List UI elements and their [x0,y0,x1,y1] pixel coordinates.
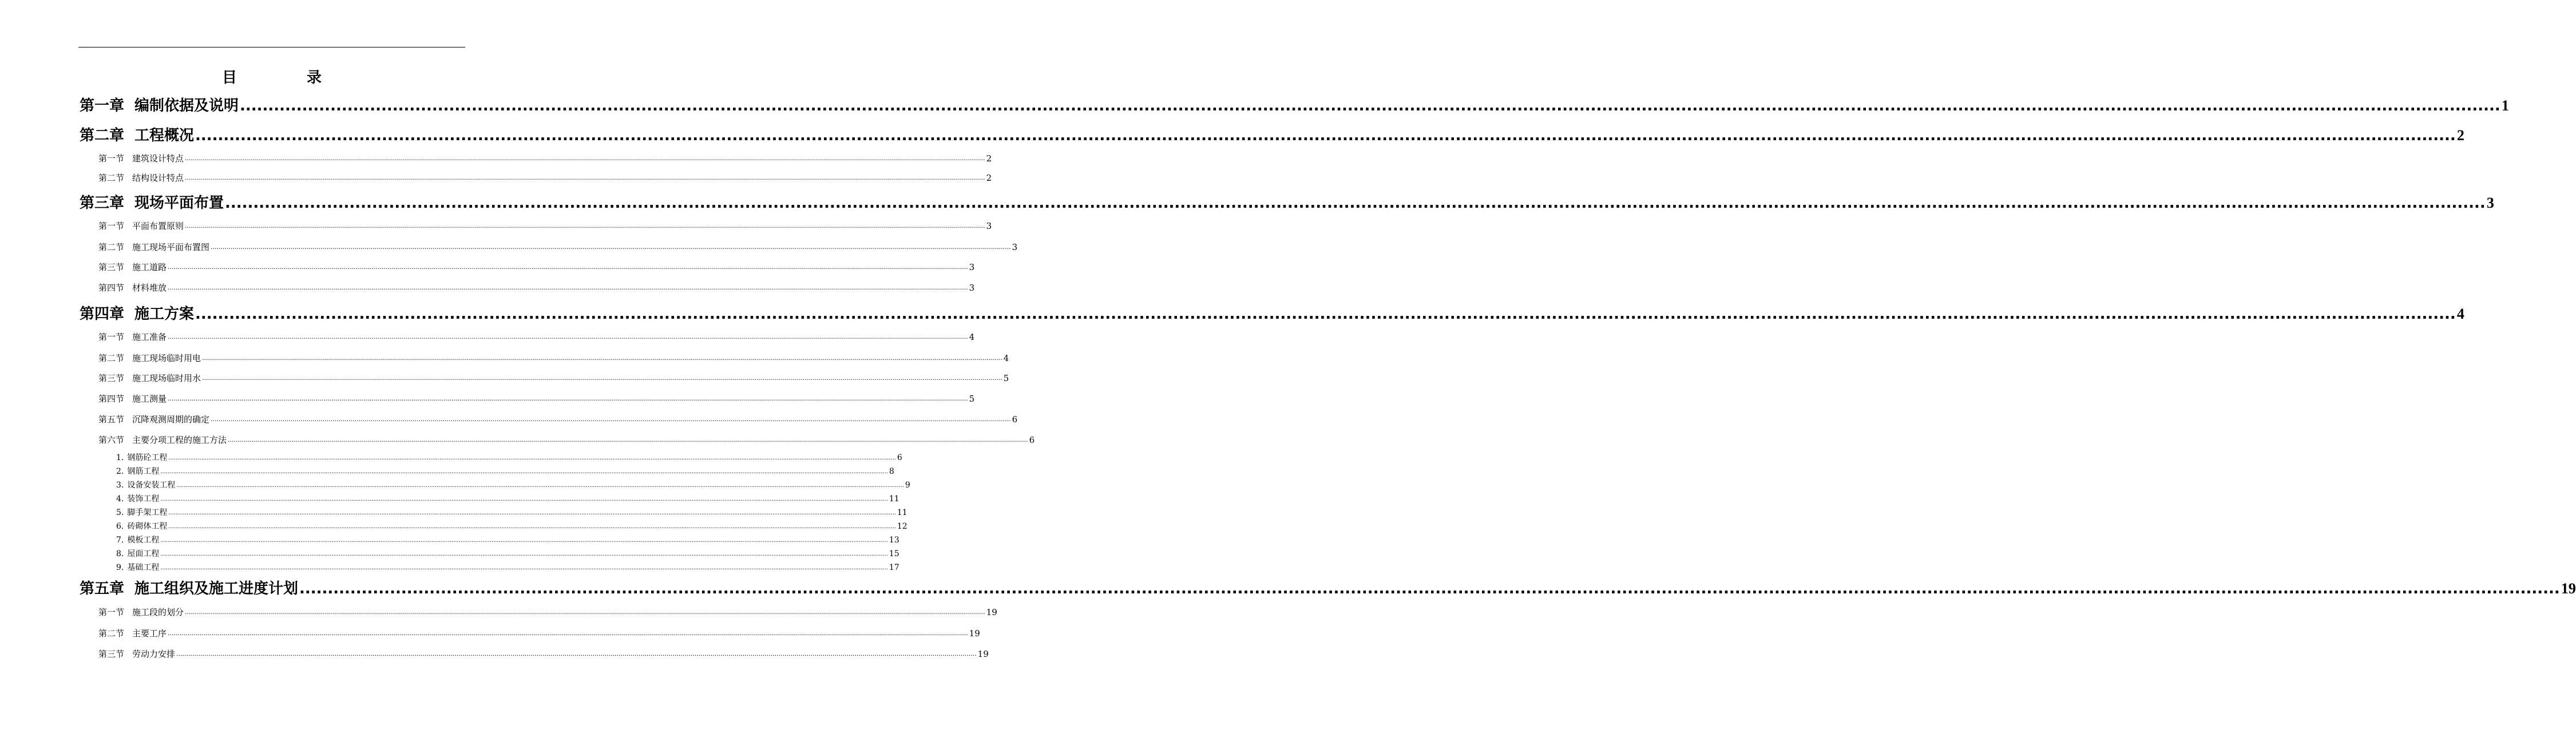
toc-dot-leader: ................................................................................................................................................................................................................................................................................................................................................................................................................ [185,608,985,616]
toc-entry-section[interactable] [98,606,997,619]
toc-page-number: 8 [889,467,894,476]
toc-dot-leader: ................................................................................................................................................................................................................................................................................................................................................................................................................ [168,455,896,461]
toc-entry-title: 模板工程 [127,536,160,545]
toc-entry-section[interactable] [98,434,1035,446]
toc-page-number: 6 [897,453,902,462]
toc-page-number: 5 [969,394,975,404]
toc-dot-leader: ................................................................................................................................................................................................................................................................................................................................................................................................................ [195,127,2456,144]
toc-entry-title: 工程概况 [134,127,195,144]
toc-page-number: 2 [986,173,992,183]
toc-entry-number: 8. [116,549,124,558]
toc-entry-title: 建筑设计特点 [132,153,184,164]
toc-entry-number: 4. [116,494,124,504]
toc-entry-title: 材料堆放 [132,283,167,293]
toc-entry-item[interactable] [116,562,899,573]
toc-entry-item[interactable] [116,453,902,463]
toc-entry-number: 第三节 [98,649,125,659]
toc-page-number: 3 [969,283,975,293]
toc-dot-leader: ................................................................................................................................................................................................................................................................................................................................................................................................................ [185,222,985,229]
toc-entry-title: 钢筋工程 [127,467,160,476]
toc-entry-item[interactable] [116,521,907,532]
toc-entry-title: 主要分项工程的施工方法 [132,435,227,445]
toc-entry-section[interactable] [98,352,1009,364]
toc-entry-number: 第四节 [98,283,125,293]
toc-page-number: 12 [897,522,907,531]
toc-dot-leader: ................................................................................................................................................................................................................................................................................................................................................................................................................ [168,524,896,530]
toc-entry-number: 第三章 [80,195,125,212]
toc-entry-number: 第三节 [98,373,125,383]
toc-dot-leader: ................................................................................................................................................................................................................................................................................................................................................................................................................ [202,354,1002,362]
toc-entry-title: 编制依据及说明 [134,97,239,114]
toc-entry-number: 第一章 [80,97,125,114]
toc-entry-title: 屋面工程 [127,549,160,558]
toc-entry-title: 钢筋砼工程 [127,453,168,462]
toc-entry-title: 施工段的划分 [132,607,184,617]
toc-entry-number: 第二节 [98,353,125,363]
toc-entry-item[interactable] [116,508,907,518]
toc-page-number: 9 [905,481,910,490]
toc-entry-title: 现场平面布置 [134,195,224,212]
toc-entry-number: 5. [116,508,124,517]
toc-entry-number: 6. [116,522,124,531]
toc-dot-leader: ................................................................................................................................................................................................................................................................................................................................................................................................................ [160,537,888,544]
toc-entry-number: 第四节 [98,394,125,404]
toc-page-number: 11 [897,508,907,517]
toc-page-number: 19 [977,649,989,659]
toc-dot-leader: ................................................................................................................................................................................................................................................................................................................................................................................................................ [176,482,904,489]
toc-entry-number: 第一节 [98,332,125,342]
toc-entry-section[interactable] [98,172,992,184]
toc-page-number: 17 [889,563,899,572]
toc-dot-leader: ................................................................................................................................................................................................................................................................................................................................................................................................................ [168,284,968,291]
toc-entry-section[interactable] [98,648,989,660]
toc-entry-number: 第二章 [80,127,125,144]
toc-entry-title: 施工测量 [132,394,167,404]
toc-entry-chapter[interactable] [80,304,2464,324]
toc-entry-section[interactable] [98,331,975,343]
toc-entry-section[interactable] [98,372,1009,385]
toc-entry-number: 2. [116,467,124,476]
toc-page-number: 3 [2486,195,2494,211]
toc-entry-number: 第四章 [80,306,125,323]
toc-entry-chapter[interactable] [80,193,2494,213]
toc-entry-item[interactable] [116,549,899,560]
toc-entry-chapter[interactable] [80,126,2464,145]
toc-dot-leader: ................................................................................................................................................................................................................................................................................................................................................................................................................ [240,97,2500,114]
toc-dot-leader: ................................................................................................................................................................................................................................................................................................................................................................................................................ [160,551,888,557]
toc-entry-number: 第五节 [98,414,125,425]
toc-title-char-2: 录 [307,69,322,86]
toc-page-number: 19 [986,607,997,617]
toc-dot-leader: ................................................................................................................................................................................................................................................................................................................................................................................................................ [185,174,985,181]
toc-dot-leader: ................................................................................................................................................................................................................................................................................................................................................................................................................ [211,243,1011,251]
toc-entry-number: 第一节 [98,607,125,617]
toc-dot-leader: ................................................................................................................................................................................................................................................................................................................................................................................................................ [176,650,977,657]
toc-page-number: 13 [889,536,899,545]
toc-dot-leader: ................................................................................................................................................................................................................................................................................................................................................................................................................ [168,263,968,271]
toc-entry-section[interactable] [98,627,980,640]
toc-dot-leader: ................................................................................................................................................................................................................................................................................................................................................................................................................ [202,374,1002,382]
toc-dot-leader: ................................................................................................................................................................................................................................................................................................................................................................................................................ [211,415,1011,423]
toc-entry-chapter[interactable] [80,579,2576,599]
toc-entry-title: 脚手架工程 [127,508,168,517]
toc-page-number: 6 [1012,414,1018,425]
toc-page-number: 4 [2456,306,2464,322]
toc-dot-leader: ................................................................................................................................................................................................................................................................................................................................................................................................................ [228,436,1028,443]
toc-entry-title: 设备安装工程 [127,481,176,490]
toc-entry-title: 结构设计特点 [132,173,184,183]
toc-entry-title: 砖砌体工程 [127,522,168,531]
toc-entry-number: 第二节 [98,242,125,252]
toc-dot-leader: ................................................................................................................................................................................................................................................................................................................................................................................................................ [160,496,888,502]
toc-dot-leader: ................................................................................................................................................................................................................................................................................................................................................................................................................ [160,565,888,571]
toc-entry-number: 第五章 [80,580,125,597]
toc-entry-number: 第一节 [98,153,125,164]
toc-entry-title: 施工方案 [134,306,195,323]
toc-page-number: 3 [969,262,975,272]
toc-entry-section[interactable] [98,393,975,405]
toc-entry-number: 第二节 [98,628,125,639]
toc-dot-leader: ................................................................................................................................................................................................................................................................................................................................................................................................................ [168,510,896,516]
toc-page-number: 2 [986,153,992,164]
toc-entry-number: 3. [116,481,124,490]
toc-entry-chapter[interactable] [80,96,2509,116]
toc-entry-number: 第二节 [98,173,125,183]
toc-dot-leader: ................................................................................................................................................................................................................................................................................................................................................................................................................ [160,469,888,475]
toc-entry-title: 平面布置原则 [132,221,184,231]
toc-entry-section[interactable] [98,152,992,165]
toc-dot-leader: ................................................................................................................................................................................................................................................................................................................................................................................................................ [168,333,968,340]
toc-entry-item[interactable] [116,480,910,491]
toc-entry-item[interactable] [116,535,899,546]
toc-page-number: 2 [2456,127,2464,144]
toc-page-number: 6 [1029,435,1035,445]
toc-entry-title: 施工组织及施工进度计划 [134,580,299,597]
toc-dot-leader: ................................................................................................................................................................................................................................................................................................................................................................................................................ [168,395,968,402]
toc-dot-leader: ................................................................................................................................................................................................................................................................................................................................................................................................................ [195,306,2456,323]
toc-entry-title: 沉降观测周期的确定 [132,414,210,425]
toc-entry-number: 1. [116,453,124,462]
toc-page-number: 3 [1012,242,1018,252]
toc-dot-leader: ................................................................................................................................................................................................................................................................................................................................................................................................................ [225,195,2486,212]
toc-entry-title: 施工准备 [132,332,167,342]
toc-page-number: 5 [1003,373,1009,383]
toc-entry-title: 劳动力安排 [132,649,176,659]
toc-entry-title: 装饰工程 [127,494,160,504]
toc-entry-title: 施工现场临时用电 [132,353,201,363]
toc-entry-number: 第三节 [98,262,125,272]
toc-entry-title: 施工现场平面布置图 [132,242,210,252]
toc-page-number: 1 [2501,97,2509,114]
toc-entry-section[interactable] [98,220,992,232]
toc-entry-section[interactable] [98,261,975,274]
toc-entry-item[interactable] [116,466,894,477]
toc-entry-number: 7. [116,536,124,545]
toc-entry-title: 基础工程 [127,563,160,572]
toc-entry-number: 第一节 [98,221,125,231]
toc-entry-section[interactable] [98,413,1018,426]
toc-page-number: 19 [2561,580,2576,597]
toc-entry-section[interactable] [98,241,1018,253]
toc-entry-title: 施工道路 [132,262,167,272]
toc-page-number: 3 [986,221,992,231]
toc-page-number: 4 [969,332,975,342]
toc-page-number: 11 [889,494,899,504]
toc-page-number: 19 [969,628,980,639]
toc-entry-number: 第六节 [98,435,125,445]
toc-dot-leader: ................................................................................................................................................................................................................................................................................................................................................................................................................ [168,629,968,637]
toc-page-number: 15 [889,549,899,558]
toc-entry-section[interactable] [98,282,975,294]
toc-dot-leader: ................................................................................................................................................................................................................................................................................................................................................................................................................ [185,154,985,162]
toc-dot-leader: ................................................................................................................................................................................................................................................................................................................................................................................................................ [299,580,2560,597]
toc-entry-title: 施工现场临时用水 [132,373,201,383]
toc-entry-title: 主要工序 [132,628,167,639]
toc-page-number: 4 [1003,353,1009,363]
toc-entry-item[interactable] [116,494,899,505]
toc-entry-number: 9. [116,563,124,572]
toc-title-char-1: 目 [222,69,237,86]
